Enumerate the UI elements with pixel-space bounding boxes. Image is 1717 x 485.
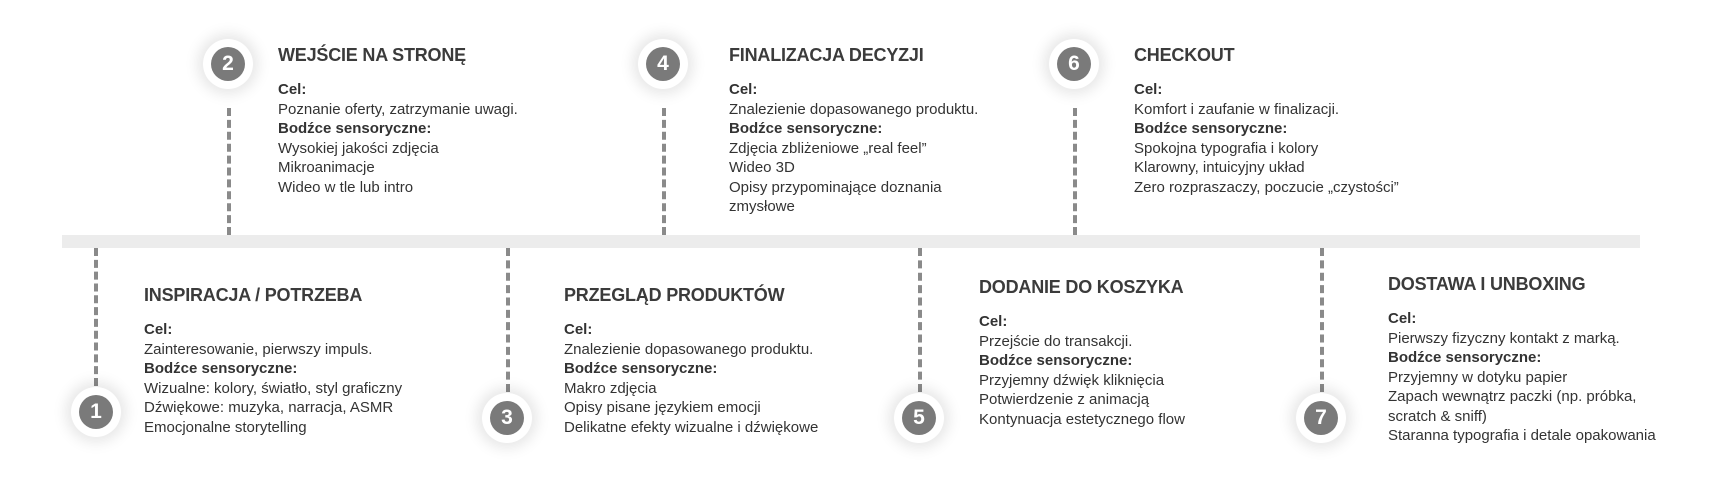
connector-step-5 bbox=[918, 248, 922, 392]
step-title: DOSTAWA I UNBOXING bbox=[1388, 274, 1586, 294]
step-card-1 bbox=[144, 284, 474, 437]
stimuli-label: Bodźce sensoryczne: bbox=[144, 360, 298, 377]
goal-label: Cel: bbox=[1388, 310, 1417, 327]
step-title: DODANIE DO KOSZYKA bbox=[979, 277, 1184, 297]
connector-step-2 bbox=[227, 108, 231, 235]
stimulus-item: Spokojna typografia i kolory bbox=[1134, 139, 1319, 157]
stimulus-item: Zero rozpraszaczy, poczucie „czystości” bbox=[1134, 178, 1399, 196]
stimulus-item: Staranna typografia i detale opakowania bbox=[1388, 427, 1656, 444]
step-badge-6 bbox=[1049, 39, 1099, 89]
stimulus-item: Wideo w tle lub intro bbox=[278, 178, 414, 196]
goal-text: Zainteresowanie, pierwszy impuls. bbox=[144, 340, 373, 358]
goal-label: Cel: bbox=[564, 321, 593, 338]
stimulus-item: Emocjonalne storytelling bbox=[144, 418, 307, 436]
stimulus-item: Opisy przypominające doznania bbox=[729, 178, 942, 196]
step-badge-7 bbox=[1296, 393, 1346, 443]
connector-step-6 bbox=[1073, 108, 1077, 235]
step-number: 1 bbox=[79, 395, 113, 429]
stimulus-item: scratch & sniff) bbox=[1388, 407, 1487, 425]
stimulus-item: Delikatne efekty wizualne i dźwiękowe bbox=[564, 418, 819, 436]
step-number: 3 bbox=[490, 401, 524, 435]
stimuli-label: Bodźce sensoryczne: bbox=[979, 352, 1133, 369]
stimuli-label: Bodźce sensoryczne: bbox=[1388, 349, 1542, 366]
step-number: 6 bbox=[1057, 47, 1091, 81]
stimulus-item: Zdjęcia zbliżeniowe „real feel” bbox=[729, 139, 927, 157]
step-badge-5 bbox=[894, 393, 944, 443]
step-card-4 bbox=[729, 44, 1049, 217]
stimuli-label: Bodźce sensoryczne: bbox=[278, 120, 432, 137]
step-number: 2 bbox=[211, 47, 245, 81]
stimulus-item: Wizualne: kolory, światło, styl graficzny bbox=[144, 379, 403, 397]
stimulus-item: Zapach wewnątrz paczki (np. próbka, bbox=[1388, 388, 1637, 405]
goal-text: Znalezienie dopasowanego produktu. bbox=[729, 100, 979, 118]
connector-step-4 bbox=[662, 108, 666, 235]
step-badge-1 bbox=[71, 387, 121, 437]
stimulus-item: Przyjemny dźwięk kliknięcia bbox=[979, 371, 1165, 389]
timeline-bar bbox=[62, 235, 1640, 248]
goal-text: Komfort i zaufanie w finalizacji. bbox=[1134, 100, 1340, 118]
step-card-5 bbox=[979, 276, 1279, 429]
step-card-7 bbox=[1388, 273, 1708, 446]
step-card-6 bbox=[1134, 44, 1464, 197]
stimulus-item: Makro zdjęcia bbox=[564, 379, 657, 397]
stimulus-item: Klarowny, intuicyjny układ bbox=[1134, 159, 1305, 176]
step-title: WEJŚCIE NA STRONĘ bbox=[278, 45, 466, 65]
stimulus-item: Wysokiej jakości zdjęcia bbox=[278, 139, 439, 157]
step-badge-3 bbox=[482, 393, 532, 443]
step-title: CHECKOUT bbox=[1134, 45, 1235, 65]
step-badge-4 bbox=[638, 39, 688, 89]
step-title: INSPIRACJA / POTRZEBA bbox=[144, 285, 363, 305]
goal-text: Pierwszy fizyczny kontakt z marką. bbox=[1388, 329, 1620, 347]
stimuli-label: Bodźce sensoryczne: bbox=[564, 360, 718, 377]
step-number: 4 bbox=[646, 47, 680, 81]
goal-label: Cel: bbox=[729, 81, 758, 98]
stimulus-item: Mikroanimacje bbox=[278, 159, 375, 176]
stimulus-item: Dźwiękowe: muzyka, narracja, ASMR bbox=[144, 399, 394, 416]
step-title: FINALIZACJA DECYZJI bbox=[729, 45, 924, 65]
step-card-3 bbox=[564, 284, 894, 437]
goal-text: Poznanie oferty, zatrzymanie uwagi. bbox=[278, 100, 518, 118]
stimulus-item: zmysłowe bbox=[729, 198, 795, 215]
stimuli-label: Bodźce sensoryczne: bbox=[729, 120, 883, 137]
step-title: PRZEGLĄD PRODUKTÓW bbox=[564, 285, 785, 305]
goal-text: Przejście do transakcji. bbox=[979, 332, 1133, 350]
stimulus-item: Kontynuacja estetycznego flow bbox=[979, 410, 1185, 428]
step-number: 7 bbox=[1304, 401, 1338, 435]
stimuli-label: Bodźce sensoryczne: bbox=[1134, 120, 1288, 137]
goal-label: Cel: bbox=[1134, 81, 1163, 98]
connector-step-3 bbox=[506, 248, 510, 392]
goal-text: Znalezienie dopasowanego produktu. bbox=[564, 340, 814, 358]
stimulus-item: Potwierdzenie z animacją bbox=[979, 391, 1150, 408]
stimulus-item: Wideo 3D bbox=[729, 159, 795, 176]
goal-label: Cel: bbox=[278, 81, 307, 98]
step-card-2 bbox=[278, 44, 598, 197]
step-badge-2 bbox=[203, 39, 253, 89]
goal-label: Cel: bbox=[144, 321, 173, 338]
connector-step-1 bbox=[94, 248, 98, 386]
stimulus-item: Przyjemny w dotyku papier bbox=[1388, 368, 1568, 386]
step-number: 5 bbox=[902, 401, 936, 435]
stimulus-item: Opisy pisane językiem emocji bbox=[564, 399, 761, 416]
connector-step-7 bbox=[1320, 248, 1324, 392]
goal-label: Cel: bbox=[979, 313, 1008, 330]
